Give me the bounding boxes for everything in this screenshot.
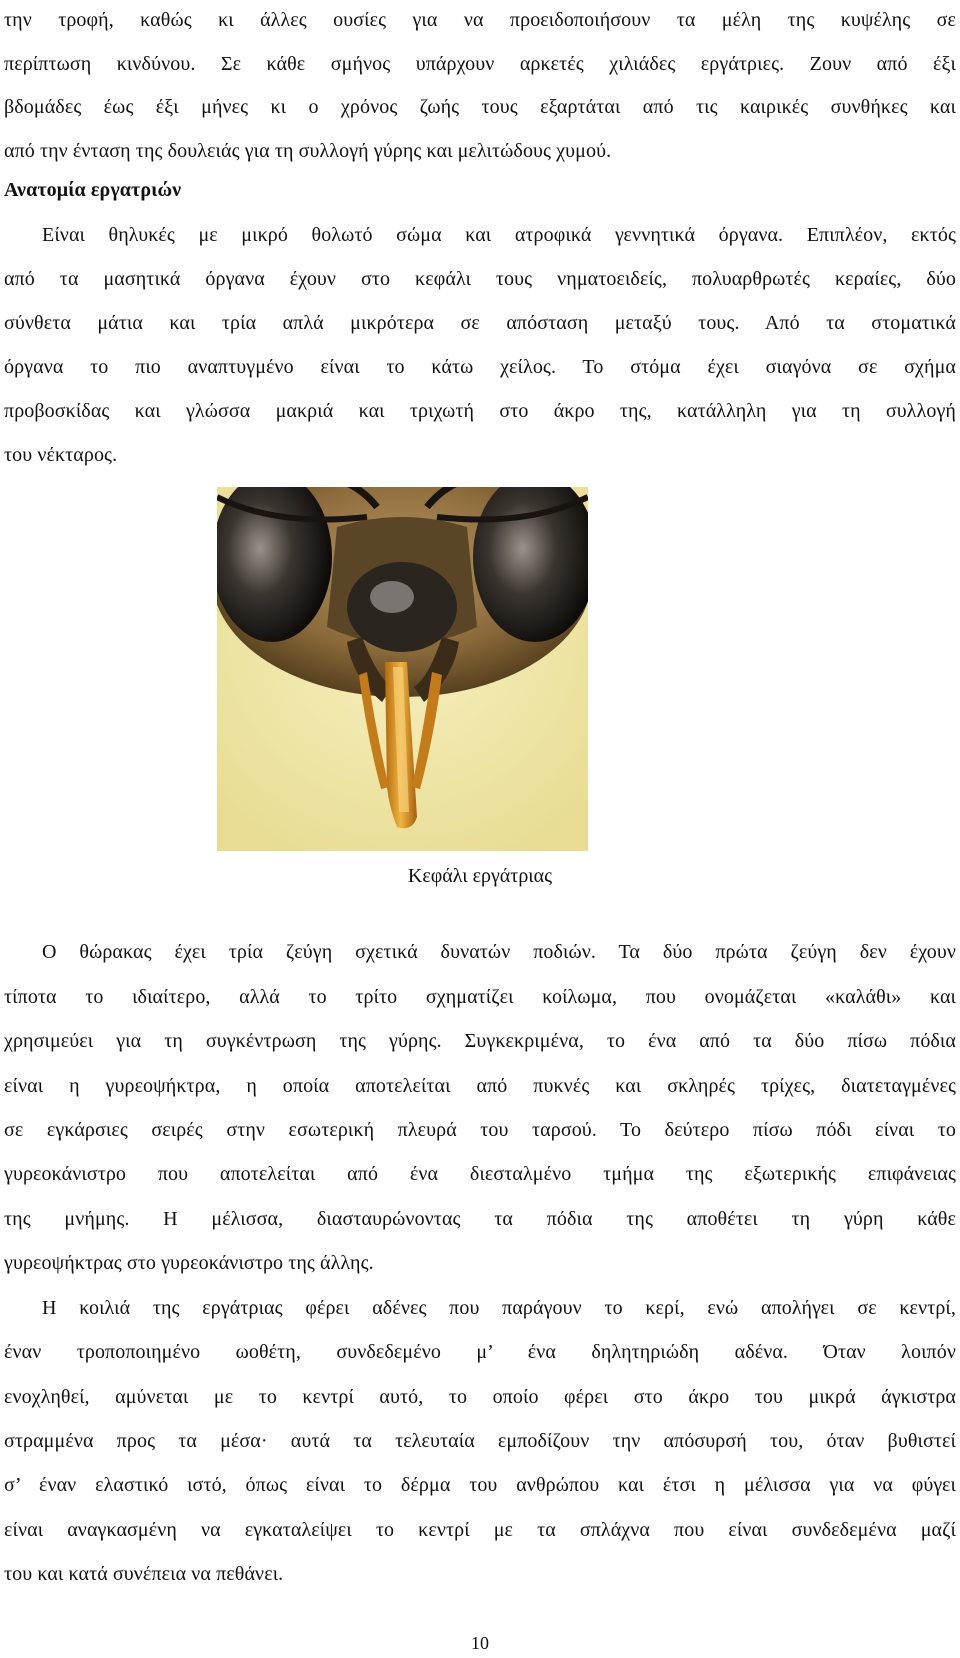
text-line: της μνήμης. Η μέλισσα, διασταυρώνοντας τα πόδια της αποθέτει τη γύρη κάθε — [4, 1208, 956, 1230]
text-line: περίπτωση κινδύνου. Σε κάθε σμήνος υπάρχουν αρκετές χιλιάδες εργάτριες. Ζουν από έξι — [4, 53, 956, 75]
text-line: του και κατά συνέπεια να πεθάνει. — [4, 1563, 284, 1585]
text-line: χρησιμεύει για τη συγκέντρωση της γύρης. Συγκεκριμένα, το ένα από τα δύο πίσω πόδια — [4, 1030, 956, 1052]
bee-head-photo — [217, 487, 588, 851]
text-line: όργανα το πιο αναπτυγμένο είναι το κάτω χείλος. Το στόμα έχει σιαγόνα σε σχήμα — [4, 356, 956, 378]
text-line: βδομάδες έως έξι μήνες κι ο χρόνος ζωής τους εξαρτάται από τις καιρικές συνθήκες και — [4, 96, 956, 118]
text-line: ενοχληθεί, αμύνεται με το κεντρί αυτό, το οποίο φέρει στο άκρο του μικρά άγκιστρα — [4, 1386, 956, 1408]
text-line: γυρεοψήκτρας στο γυρεοκάνιστρο της άλλης. — [4, 1252, 374, 1274]
text-line: είναι αναγκασμένη να εγκαταλείψει το κεντρί με τα σπλάχνα που είναι συνδεδεμένα μαζί — [4, 1519, 956, 1541]
text-line: Η κοιλιά της εργάτριας φέρει αδένες που παράγουν το κερί, ενώ απολήγει σε κεντρί, — [42, 1297, 956, 1319]
text-line: προβοσκίδας και γλώσσα μακριά και τριχωτή στο άκρο της, κατάλληλη για τη συλλογή — [4, 400, 956, 422]
text-line: γυρεοκάνιστρο που αποτελείται από ένα διεσταλμένο τμήμα της εξωτερικής επιφάνειας — [4, 1163, 956, 1185]
text-line: είναι η γυρεοψήκτρα, η οποία αποτελείται από πυκνές και σκληρές τρίχες, διατεταγμένες — [4, 1075, 956, 1097]
text-line: σε εγκάρσιες σειρές στην εσωτερική πλευρά του ταρσού. Το δεύτερο πίσω πόδι είναι το — [4, 1119, 956, 1141]
text-line: Ο θώρακας έχει τρία ζεύγη σχετικά δυνατών ποδιών. Τα δύο πρώτα ζεύγη δεν έχουν — [42, 941, 956, 963]
page-number: 10 — [471, 1633, 489, 1653]
section-heading: Ανατομία εργατριών — [4, 179, 182, 201]
text-line: από την ένταση της δουλειάς για τη συλλογή γύρης και μελιτώδους χυμού. — [4, 140, 612, 162]
text-line: του νέκταρος. — [4, 444, 118, 466]
bee-head-illustration — [217, 487, 588, 851]
text-line: στραμμένα προς τα μέσα· αυτά τα τελευταία εμποδίζουν την απόσυρσή του, όταν βυθιστεί — [4, 1430, 956, 1452]
text-line: Είναι θηλυκές με μικρό θολωτό σώμα και ατροφικά γεννητικά όργανα. Επιπλέον, εκτός — [42, 224, 956, 246]
text-line: σ’ έναν ελαστικό ιστό, όπως είναι το δέρμα του ανθρώπου και έτσι η μέλισσα για να φύγει — [4, 1474, 956, 1496]
text-line: την τροφή, καθώς κι άλλες ουσίες για να προειδοποιήσουν τα μέλη της κυψέλης σε — [4, 9, 956, 31]
figure-caption: Κεφάλι εργάτριας — [407, 865, 553, 887]
text-line: σύνθετα μάτια και τρία απλά μικρότερα σε απόσταση μεταξύ τους. Από τα στοματικά — [4, 312, 956, 334]
text-line: έναν τροποποιημένο ωοθέτη, συνδεδεμένο μ’ ένα δηλητηριώδη αδένα. Όταν λοιπόν — [4, 1341, 956, 1363]
text-line: τίποτα το ιδιαίτερο, αλλά το τρίτο σχηματίζει κοίλωμα, που ονομάζεται «καλάθι» και — [4, 986, 956, 1008]
text-line: από τα μασητικά όργανα έχουν στο κεφάλι τους νηματοειδείς, πολυαρθρωτές κεραίες, δύο — [4, 268, 956, 290]
